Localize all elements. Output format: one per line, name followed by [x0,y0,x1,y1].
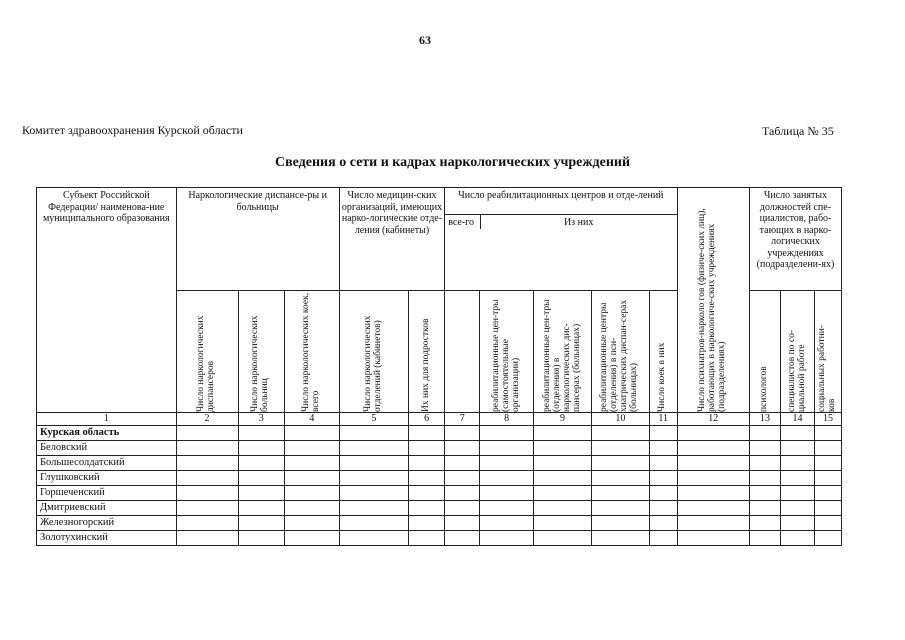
table-cell [238,471,285,486]
table-cell [749,486,780,501]
table-cell [445,531,480,546]
table-cell [409,516,445,531]
header-col9: реабилитационные цен-тры (отделения) в наркологических дис-пансерах (больницах) [541,299,582,412]
table-cell [780,501,814,516]
header-col2-cell [176,291,238,413]
header-col4-cell [285,291,340,413]
table-cell [339,516,408,531]
table-cell [285,426,340,441]
table-cell [285,501,340,516]
header-col13-cell [749,291,780,413]
header-col6-cell [409,291,445,413]
table-cell [534,516,592,531]
document-title: Сведения о сети и кадрах наркологических учреждений [274,155,631,170]
table-cell [445,471,480,486]
column-number: 8 [480,413,534,426]
table-cell [238,516,285,531]
table-cell [749,471,780,486]
table-cell [591,471,649,486]
header-col8-cell [480,291,534,413]
column-number: 7 [445,413,480,426]
table-cell [780,441,814,456]
page-number: 63 [419,33,431,47]
column-number: 5 [339,413,408,426]
column-number: 9 [534,413,592,426]
table-row [37,516,842,531]
table-cell [176,501,238,516]
table-cell [285,531,340,546]
table-cell [176,531,238,546]
row-name: Курская область [37,426,177,441]
table-cell [677,531,749,546]
table-cell [409,531,445,546]
table-cell [285,486,340,501]
header-col11-cell [649,291,677,413]
table-cell [480,471,534,486]
table-cell [238,441,285,456]
table-cell [649,441,677,456]
table-cell [815,516,842,531]
row-name: Золотухинский [37,531,177,546]
table-cell [409,486,445,501]
table-cell [480,426,534,441]
table-cell [815,471,842,486]
table-cell [339,531,408,546]
row-name: Глушковский [37,471,177,486]
column-number: 13 [749,413,780,426]
table-cell [445,441,480,456]
table-cell [480,441,534,456]
header-col10-cell [591,291,649,413]
column-number: 15 [815,413,842,426]
table-cell [780,426,814,441]
table-cell [749,516,780,531]
header-col7-cell [445,291,480,413]
header-rehab-group: Число реабилитационных центров и отде-лений [445,188,676,215]
table-cell [677,426,749,441]
table-cell [339,441,408,456]
table-cell [285,456,340,471]
table-cell [780,531,814,546]
table-cell [534,486,592,501]
table-cell [445,426,480,441]
table-cell [749,531,780,546]
table-cell [677,516,749,531]
header-col14-cell [780,291,814,413]
header-col15: социальных работни-ков [817,324,838,412]
table-cell [534,471,592,486]
table-cell [339,501,408,516]
table-cell [815,486,842,501]
header-col4: Число наркологических коек, всего [300,292,321,412]
table-body [37,426,842,546]
table-cell [534,501,592,516]
table-row [37,531,842,546]
table-cell [238,426,285,441]
table-cell [534,456,592,471]
table-cell [815,426,842,441]
table-cell [339,486,408,501]
table-cell [780,486,814,501]
table-cell [591,426,649,441]
column-number: 10 [591,413,649,426]
table-cell [339,426,408,441]
header-col10: реабилитационные центры (отделения) в пси-хиатрических диспан-серах (больницах) [599,299,640,412]
row-name: Железногорский [37,516,177,531]
table-row [37,426,842,441]
header-med-orgs-group: Число медицин-ских организаций, имеющих нарко-логические отде-ления (кабинеты) [339,188,444,291]
table-cell [649,531,677,546]
table-row [37,456,842,471]
table-cell [445,501,480,516]
table-cell [445,456,480,471]
row-name: Дмитриевский [37,501,177,516]
table-cell [591,531,649,546]
table-cell [339,456,408,471]
table-cell [591,516,649,531]
table-cell [677,486,749,501]
header-dispensaries-group: Наркологические диспансе-ры и больницы [176,188,339,291]
table-cell [409,441,445,456]
table-cell [649,486,677,501]
table-cell [780,456,814,471]
table-cell [815,456,842,471]
table-cell [649,501,677,516]
header-col14: специалистов по со-циальной работе [786,329,807,412]
header-col15-cell [815,291,842,413]
table-cell [480,456,534,471]
table-cell [591,456,649,471]
header-staff-group: Число занятых должностей спе-циалистов, рабо-тающих в нарко-логических учреждениях (подразделени-ях) [749,188,841,291]
table-cell [176,426,238,441]
narcology-network-table [36,187,842,546]
table-row [37,501,842,516]
table-cell [409,471,445,486]
table-row [37,471,842,486]
table-cell [649,426,677,441]
table-cell [815,441,842,456]
table-cell [176,486,238,501]
table-cell [749,501,780,516]
table-cell [285,516,340,531]
table-row [37,486,842,501]
table-cell [591,441,649,456]
header-col2: Число наркологических диспансеров [196,315,216,412]
header-col8: реабилитационные цен-тры (самостоятельные организации) [490,299,521,412]
table-cell [815,531,842,546]
table-row [37,441,842,456]
column-number: 6 [409,413,445,426]
header-psychiatrists: Число психиатров-нарколо гов (физиче-ских лиц), работающих в наркологиче-ских учреждениях (подразделениях) [697,208,728,412]
table-cell [445,516,480,531]
table-cell [409,456,445,471]
header-rehab-of-them: Из них [563,217,594,228]
column-number: 14 [780,413,814,426]
table-cell [749,441,780,456]
header-col5-cell [339,291,408,413]
column-number: 12 [677,413,749,426]
table-cell [480,531,534,546]
column-number: 3 [238,413,285,426]
table-cell [480,516,534,531]
row-name: Горшеченский [37,486,177,501]
table-cell [815,501,842,516]
table-cell [749,456,780,471]
table-cell [409,501,445,516]
table-cell [649,516,677,531]
column-number: 2 [176,413,238,426]
table-cell [649,471,677,486]
column-number: 4 [285,413,340,426]
table-cell [176,516,238,531]
header-rehab-group-cell [445,188,677,291]
header-col11: Число коек в них [657,342,668,412]
table-cell [780,516,814,531]
table-cell [238,501,285,516]
table-cell [409,426,445,441]
table-cell [238,456,285,471]
table-cell [238,531,285,546]
table-cell [649,456,677,471]
header-psychiatrists-cell [677,188,749,413]
header-col3-cell [238,291,285,413]
column-number: 11 [649,413,677,426]
organization-name: Комитет здравоохранения Курской области [22,123,243,137]
table-cell [591,501,649,516]
table-cell [677,471,749,486]
row-name: Большесолдатский [37,456,177,471]
header-col6: Их них для подростков [420,318,431,412]
header-col13: психологов [758,366,769,412]
table-cell [176,471,238,486]
table-cell [285,471,340,486]
table-cell [445,486,480,501]
table-cell [677,456,749,471]
header-rehab-total: все-го [445,215,480,229]
table-cell [176,441,238,456]
table-cell [285,441,340,456]
header-row-top [37,188,842,291]
table-cell [238,486,285,501]
column-number: 1 [37,413,177,426]
table-cell [749,426,780,441]
column-number-row [37,413,842,426]
header-subject: Субъект Российской Федерации/ наименова-ние муниципального образования [37,188,177,413]
table-cell [339,471,408,486]
table-number: Таблица № 35 [762,124,834,138]
header-col3: Число наркологических больниц [250,315,271,412]
table-cell [534,441,592,456]
table-cell [534,531,592,546]
header-col5: Число наркологических отделений (кабинетов) [362,315,383,412]
table-cell [591,486,649,501]
table-cell [677,441,749,456]
row-name: Беловский [37,441,177,456]
table-cell [480,486,534,501]
table-cell [780,471,814,486]
table-cell [480,501,534,516]
table-cell [176,456,238,471]
table-cell [534,426,592,441]
table-cell [677,501,749,516]
header-col9-cell [534,291,592,413]
